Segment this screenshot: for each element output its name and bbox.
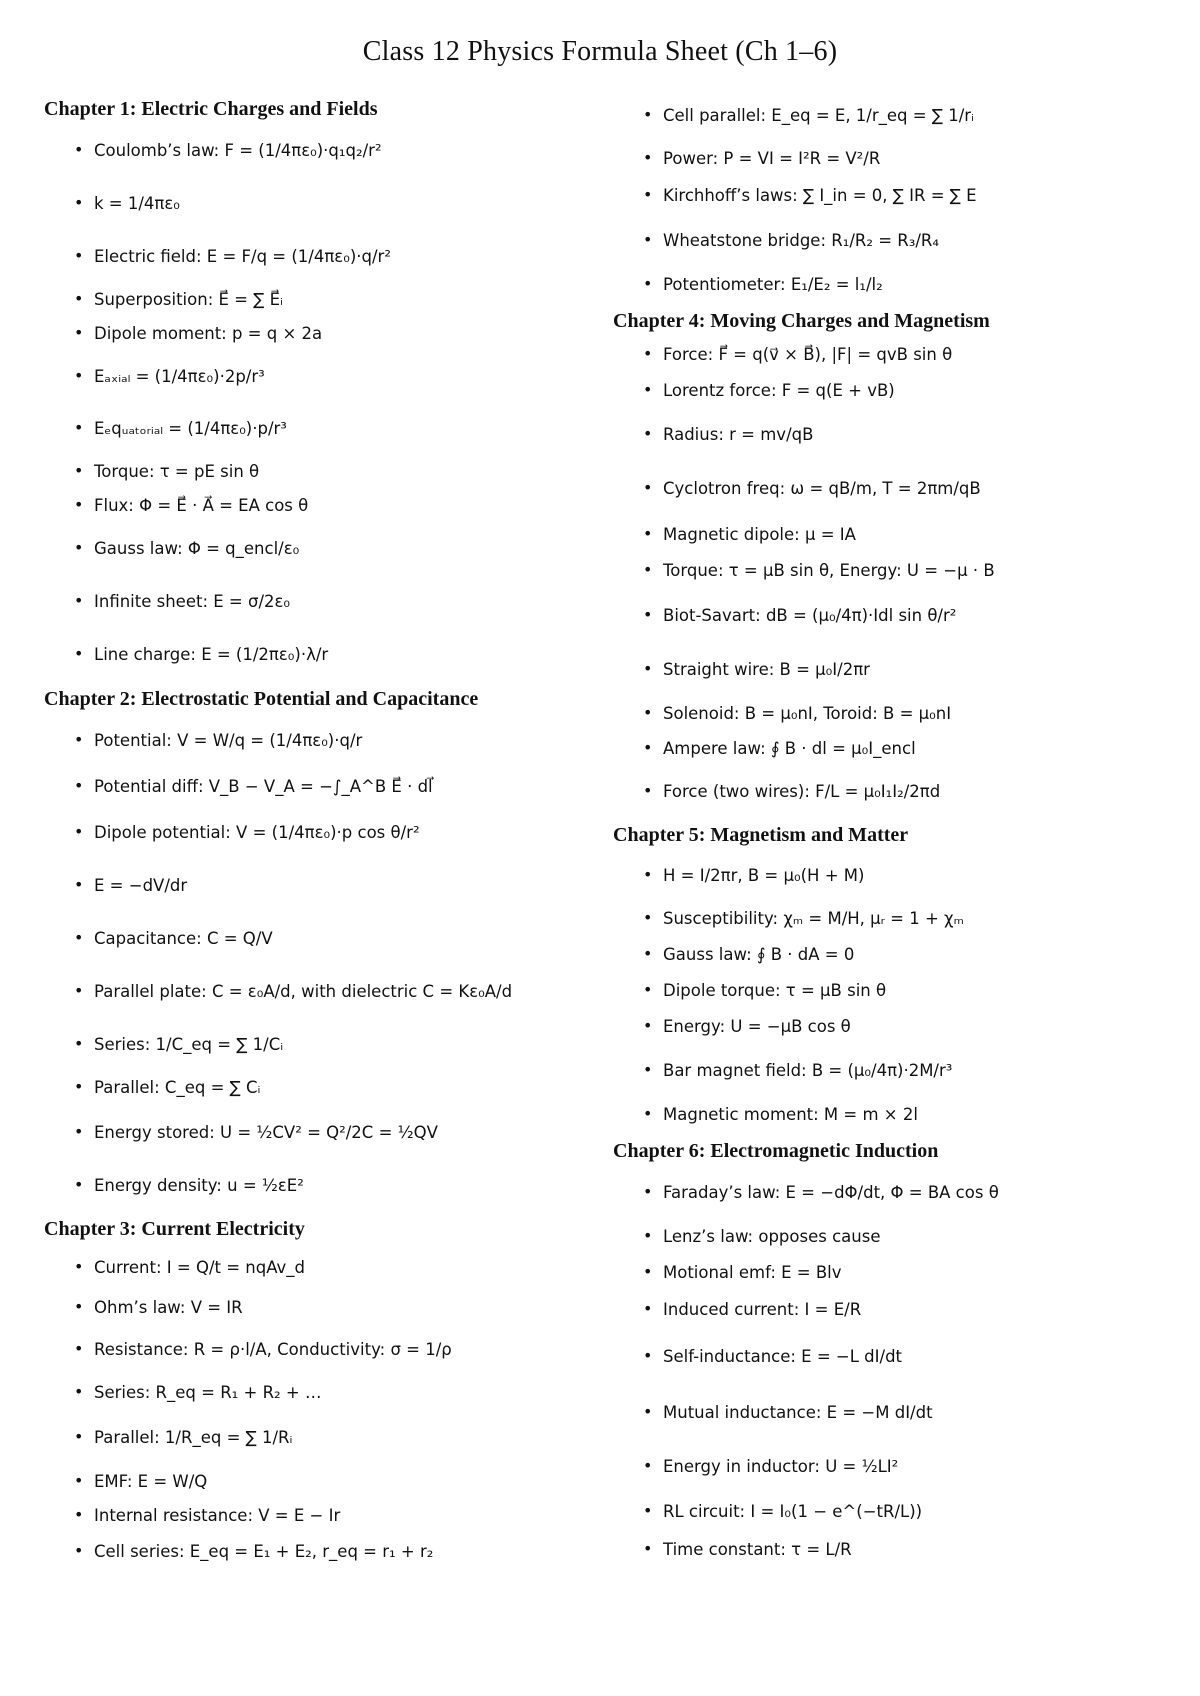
formula-text: • Force (two wires): F/L = μ₀I₁I₂/2πd xyxy=(663,781,941,801)
formula-item xyxy=(613,266,1173,302)
formula-text: • Potential diff: V_B − V_A = −∫_A^B E⃗ · dl⃗ xyxy=(94,776,433,796)
formula-item xyxy=(613,460,1173,516)
formula-item xyxy=(44,124,584,176)
formula-list xyxy=(44,124,584,680)
formula-text: • Cyclotron freq: ω = qB/m, T = 2πm/qB xyxy=(663,478,981,498)
formula-item xyxy=(613,336,1173,372)
formula-text: • Susceptibility: χₘ = M/H, μᵣ = 1 + χₘ xyxy=(663,908,964,928)
formula-text: • Induced current: I = E/R xyxy=(663,1299,862,1319)
chapter-section xyxy=(613,308,1173,816)
formula-text: • Dipole torque: τ = μB sin θ xyxy=(663,980,887,1000)
formula-text: • Solenoid: B = μ₀nI, Toroid: B = μ₀nI xyxy=(663,703,952,723)
formula-item xyxy=(44,402,584,454)
formula-list xyxy=(613,850,1173,1132)
formula-item xyxy=(613,1008,1173,1044)
formula-item xyxy=(613,972,1173,1008)
chapter-heading: Chapter 2: Electrostatic Potential and Capacitance xyxy=(44,688,479,710)
formula-text: • Energy in inductor: U = ½LI² xyxy=(663,1456,899,1476)
formula-item xyxy=(613,588,1173,642)
formula-text: • Motional emf: E = Blv xyxy=(663,1262,842,1282)
formula-text: • Current: I = Q/t = nqAv_d xyxy=(94,1257,306,1277)
formula-item xyxy=(44,230,584,282)
formula-list xyxy=(613,90,1173,302)
formula-item xyxy=(44,282,584,316)
formula-item xyxy=(44,522,584,574)
formula-list xyxy=(44,1244,584,1570)
chapter-heading: Chapter 6: Electromagnetic Induction xyxy=(613,1140,939,1162)
formula-text: • H = I/2πr, B = μ₀(H + M) xyxy=(663,865,865,885)
formula-text: • Eₐₓᵢₐₗ = (1/4πε₀)·2p/r³ xyxy=(94,366,265,386)
formula-text: • Lenz’s law: opposes cause xyxy=(663,1226,881,1246)
formula-item xyxy=(613,936,1173,972)
formula-text: • Torque: τ = μB sin θ, Energy: U = −μ · B xyxy=(663,560,995,580)
formula-item xyxy=(613,1530,1173,1568)
formula-text: • Lorentz force: F = q(E + vB) xyxy=(663,380,895,400)
formula-item xyxy=(613,766,1173,816)
formula-item xyxy=(613,1440,1173,1492)
chapter-heading: Chapter 5: Magnetism and Matter xyxy=(613,824,909,846)
formula-text: • Ampere law: ∮ B · dl = μ₀I_encl xyxy=(663,738,916,758)
formula-text: • Resistance: R = ρ·l/A, Conductivity: σ = 1/ρ xyxy=(94,1339,452,1359)
formula-text: • Capacitance: C = Q/V xyxy=(94,928,273,948)
formula-text: • Superposition: E⃗ = ∑ E⃗ᵢ xyxy=(94,289,283,309)
formula-text: • Electric field: E = F/q = (1/4πε₀)·q/r² xyxy=(94,246,391,266)
formula-item xyxy=(613,1254,1173,1290)
formula-text: • Cell series: E_eq = E₁ + E₂, r_eq = r₁ + r₂ xyxy=(94,1541,434,1561)
formula-text: • Torque: τ = pE sin θ xyxy=(94,461,260,481)
formula-list xyxy=(44,714,584,1210)
formula-text: • Power: P = VI = I²R = V²/R xyxy=(663,148,881,168)
formula-text: • Faraday’s law: E = −dΦ/dt, Φ = BA cos θ xyxy=(663,1182,999,1202)
formula-text: • Dipole potential: V = (1/4πε₀)·p cos θ/r² xyxy=(94,822,420,842)
formula-text: • Mutual inductance: E = −M dI/dt xyxy=(663,1402,933,1422)
formula-item xyxy=(613,642,1173,696)
formula-item xyxy=(613,1384,1173,1440)
formula-text: • Gauss law: ∮ B · dA = 0 xyxy=(663,944,855,964)
formula-text: • Wheatstone bridge: R₁/R₂ = R₃/R₄ xyxy=(663,230,940,250)
formula-item xyxy=(44,858,584,912)
formula-text: • EMF: E = W/Q xyxy=(94,1471,208,1491)
formula-text: • Bar magnet field: B = (μ₀/4π)·2M/r³ xyxy=(663,1060,953,1080)
formula-item xyxy=(44,316,584,350)
formula-list xyxy=(613,1166,1173,1568)
formula-item xyxy=(613,850,1173,900)
formula-text: • Kirchhoff’s laws: ∑ I_in = 0, ∑ IR = ∑ E xyxy=(663,185,977,205)
formula-item xyxy=(44,1244,584,1290)
formula-text: • Gauss law: Φ = q_encl/ε₀ xyxy=(94,538,300,558)
formula-item xyxy=(613,730,1173,766)
formula-item xyxy=(613,1096,1173,1132)
right-column xyxy=(613,90,1173,1574)
chapter-section xyxy=(613,822,1173,1132)
left-column xyxy=(44,96,584,1576)
formula-item xyxy=(44,766,584,806)
formula-item xyxy=(613,214,1173,266)
formula-item xyxy=(44,574,584,628)
chapter-section xyxy=(44,96,584,680)
formula-item xyxy=(44,806,584,858)
formula-item xyxy=(613,696,1173,730)
formula-text: • Parallel: 1/R_eq = ∑ 1/Rᵢ xyxy=(94,1427,293,1447)
page-title: Class 12 Physics Formula Sheet (Ch 1–6) xyxy=(362,36,838,67)
formula-text: • Magnetic moment: M = m × 2l xyxy=(663,1104,918,1124)
formula-text: • Series: R_eq = R₁ + R₂ + … xyxy=(94,1382,322,1402)
formula-text: • Self-inductance: E = −L dI/dt xyxy=(663,1346,903,1366)
formula-item xyxy=(613,1166,1173,1218)
formula-item xyxy=(44,1290,584,1324)
formula-text: • Potentiometer: E₁/E₂ = l₁/l₂ xyxy=(663,274,883,294)
formula-item xyxy=(44,454,584,488)
formula-item xyxy=(44,1160,584,1210)
formula-text: • Parallel: C_eq = ∑ Cᵢ xyxy=(94,1077,261,1097)
formula-text: • Magnetic dipole: μ = IA xyxy=(663,524,856,544)
formula-item xyxy=(44,1410,584,1464)
formula-text: • Energy stored: U = ½CV² = Q²/2C = ½QV xyxy=(94,1122,438,1142)
formula-text: • Force: F⃗ = q(v⃗ × B⃗), |F| = qvB sin θ xyxy=(663,344,953,364)
chapter-section xyxy=(613,1138,1173,1568)
formula-text: • Internal resistance: V = E − Ir xyxy=(94,1505,341,1525)
formula-text: • Line charge: E = (1/2πε₀)·λ/r xyxy=(94,644,329,664)
formula-item xyxy=(613,1492,1173,1530)
formula-text: • Infinite sheet: E = σ/2ε₀ xyxy=(94,591,291,611)
formula-text: • k = 1/4πε₀ xyxy=(94,193,180,213)
formula-text: • Radius: r = mv/qB xyxy=(663,424,814,444)
chapter-heading: Chapter 3: Current Electricity xyxy=(44,1218,305,1240)
formula-item xyxy=(613,1218,1173,1254)
formula-item xyxy=(613,90,1173,140)
formula-item xyxy=(613,1044,1173,1096)
formula-item xyxy=(613,140,1173,176)
formula-item xyxy=(44,1070,584,1104)
formula-item xyxy=(613,408,1173,460)
formula-text: • Parallel plate: C = ε₀A/d, with dielectric C = Kε₀A/d xyxy=(94,981,513,1001)
formula-item xyxy=(44,628,584,680)
formula-item xyxy=(44,1104,584,1160)
formula-text: • Series: 1/C_eq = ∑ 1/Cᵢ xyxy=(94,1034,284,1054)
formula-text: • Time constant: τ = L/R xyxy=(663,1539,852,1559)
formula-text: • Flux: Φ = E⃗ · A⃗ = EA cos θ xyxy=(94,495,309,515)
formula-item xyxy=(613,176,1173,214)
chapter-heading: Chapter 4: Moving Charges and Magnetism xyxy=(613,310,990,332)
formula-item xyxy=(613,1290,1173,1328)
formula-item xyxy=(44,964,584,1018)
formula-item xyxy=(44,350,584,402)
formula-text: • Straight wire: B = μ₀I/2πr xyxy=(663,659,870,679)
chapter-section xyxy=(44,1216,584,1570)
formula-item xyxy=(613,372,1173,408)
formula-item xyxy=(44,912,584,964)
formula-text: • Cell parallel: E_eq = E, 1/r_eq = ∑ 1/rᵢ xyxy=(663,105,974,125)
formula-item xyxy=(44,1498,584,1532)
chapter-heading: Chapter 1: Electric Charges and Fields xyxy=(44,98,378,120)
formula-text: • Energy: U = −μB cos θ xyxy=(663,1016,851,1036)
formula-item xyxy=(44,1532,584,1570)
formula-item xyxy=(44,1374,584,1410)
formula-text: • Ohm’s law: V = IR xyxy=(94,1297,243,1317)
formula-text: • Energy density: u = ½εE² xyxy=(94,1175,304,1195)
chapter-section xyxy=(44,686,584,1210)
formula-text: • Potential: V = W/q = (1/4πε₀)·q/r xyxy=(94,730,363,750)
chapter-section xyxy=(613,90,1173,302)
formula-item xyxy=(44,714,584,766)
formula-text: • E = −dV/dr xyxy=(94,875,188,895)
formula-item xyxy=(44,1018,584,1070)
formula-list xyxy=(613,336,1173,816)
formula-item xyxy=(613,1328,1173,1384)
formula-text: • Eₑqᵤₐₜₒᵣᵢₐₗ = (1/4πε₀)·p/r³ xyxy=(94,418,287,438)
formula-item xyxy=(613,900,1173,936)
formula-item xyxy=(44,176,584,230)
formula-text: • Coulomb’s law: F = (1/4πε₀)·q₁q₂/r² xyxy=(94,140,382,160)
formula-item xyxy=(613,516,1173,552)
formula-item xyxy=(44,488,584,522)
formula-text: • Biot-Savart: dB = (μ₀/4π)·Idl sin θ/r² xyxy=(663,605,957,625)
formula-item xyxy=(44,1464,584,1498)
formula-text: • Dipole moment: p = q × 2a xyxy=(94,323,323,343)
formula-item xyxy=(44,1324,584,1374)
formula-item xyxy=(613,552,1173,588)
formula-text: • RL circuit: I = I₀(1 − e^(−tR/L)) xyxy=(663,1501,923,1521)
